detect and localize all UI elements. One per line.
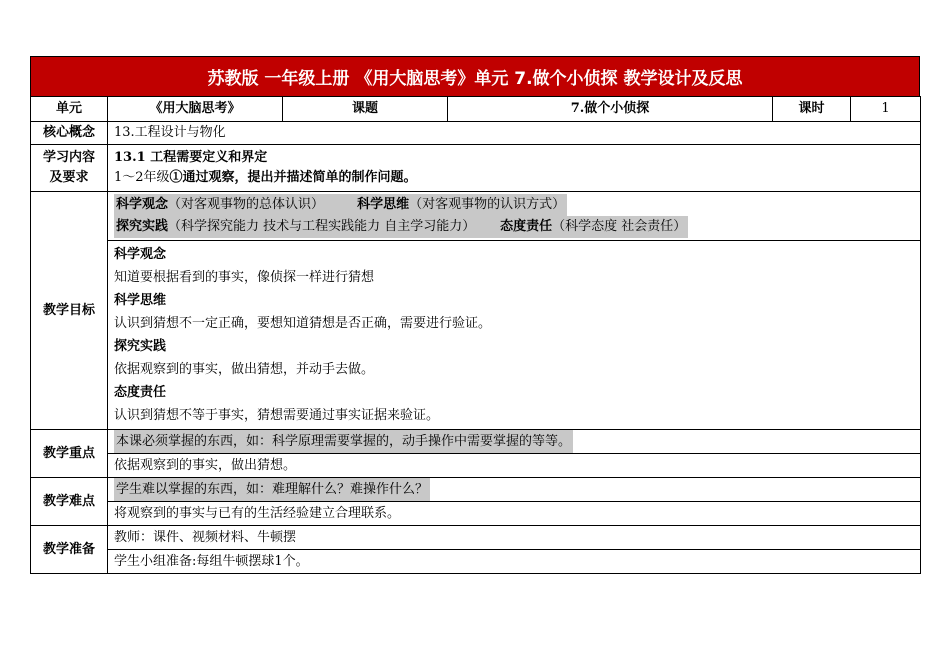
difficulties-row [31,478,921,526]
goal-3-text: 依据观察到的事实，做出猜想，并动手去做。 [114,362,375,377]
legend-a-desc: （对客观事物的总体认识） [168,197,325,212]
content-label [31,145,108,192]
goal-1-text: 知道要根据看到的事实，像侦探一样进行猜想 [114,270,375,285]
lesson-plan-table [30,96,921,574]
content-line2-prefix: 1～2年级 [114,170,170,185]
unit-label: 单元 [31,97,108,122]
content-row [31,145,921,192]
legend-d-title: 态度责任 [500,219,553,234]
lesson-plan-sheet [30,56,920,574]
goal-3-title: 探究实践 [114,339,167,354]
goal-4-text: 认识到猜想不等于事实，猜想需要通过事实证据来验证。 [114,408,440,423]
goals-legend [108,192,920,240]
core-concept-value: 13.工程设计与物化 [108,122,921,145]
goals-legend-line2 [114,216,914,238]
goals-value [108,192,921,430]
difficulties-hint-line [108,478,920,501]
header-row [31,97,921,122]
core-concept-label: 核心概念 [31,122,108,145]
legend-block-cd [114,216,688,238]
legend-a-title: 科学观念 [116,197,169,212]
key-points-label: 教学重点 [31,430,108,478]
legend-c-title: 探究实践 [116,219,169,234]
content-value [108,145,921,192]
lesson-label: 课题 [283,97,448,122]
key-points-value [108,430,921,478]
document-title: 苏教版 一年级上册 《用大脑思考》单元 7.做个小侦探 教学设计及反思 [30,56,920,96]
period-label: 课时 [773,97,851,122]
goals-items [108,240,920,429]
preparation-students: 学生小组准备:每组牛顿摆球1个。 [108,549,920,573]
key-points-row [31,430,921,478]
preparation-value [108,526,921,574]
difficulties-hint: 学生难以掌握的东西，如：难理解什么？难操作什么？ [114,478,430,501]
legend-c-desc: （科学探究能力 技术与工程实践能力 自主学习能力） [168,219,476,234]
difficulties-value [108,478,921,526]
key-points-text: 依据观察到的事实，做出猜想。 [108,453,920,477]
core-concept-row [31,122,921,145]
legend-d-desc: （科学态度 社会责任） [552,219,687,234]
lesson-value: 7.做个小侦探 [448,97,773,122]
goals-label: 教学目标 [31,192,108,430]
preparation-teacher: 教师：课件、视频材料、牛顿摆 [114,530,297,545]
key-points-hint: 本课必须掌握的东西，如：科学原理需要掌握的，动手操作中需要掌握的等等。 [114,430,573,453]
goal-2-title: 科学思维 [114,293,167,308]
difficulties-label: 教学难点 [31,478,108,526]
content-line2-bold: ①通过观察，提出并描述简单的制作问题。 [169,170,417,185]
period-value: 1 [851,97,921,122]
content-label-line2: 及要求 [49,170,89,185]
content-line2 [114,168,914,188]
legend-b-title: 科学思维 [357,197,410,212]
goal-1-title: 科学观念 [114,247,167,262]
preparation-row [31,526,921,574]
goals-row [31,192,921,430]
unit-value: 《用大脑思考》 [108,97,283,122]
goal-2-text: 认识到猜想不一定正确，要想知道猜想是否正确，需要进行验证。 [114,316,492,331]
goals-legend-line1 [114,194,914,216]
preparation-label: 教学准备 [31,526,108,574]
key-points-hint-line [108,430,920,453]
difficulties-text: 将观察到的事实与已有的生活经验建立合理联系。 [108,501,920,525]
legend-block-ab [114,194,567,216]
content-label-line1: 学习内容 [42,150,95,165]
legend-b-desc: （对客观事物的认识方式） [409,197,566,212]
goal-4-title: 态度责任 [114,385,167,400]
content-line1: 13.1 工程需要定义和界定 [114,150,268,165]
